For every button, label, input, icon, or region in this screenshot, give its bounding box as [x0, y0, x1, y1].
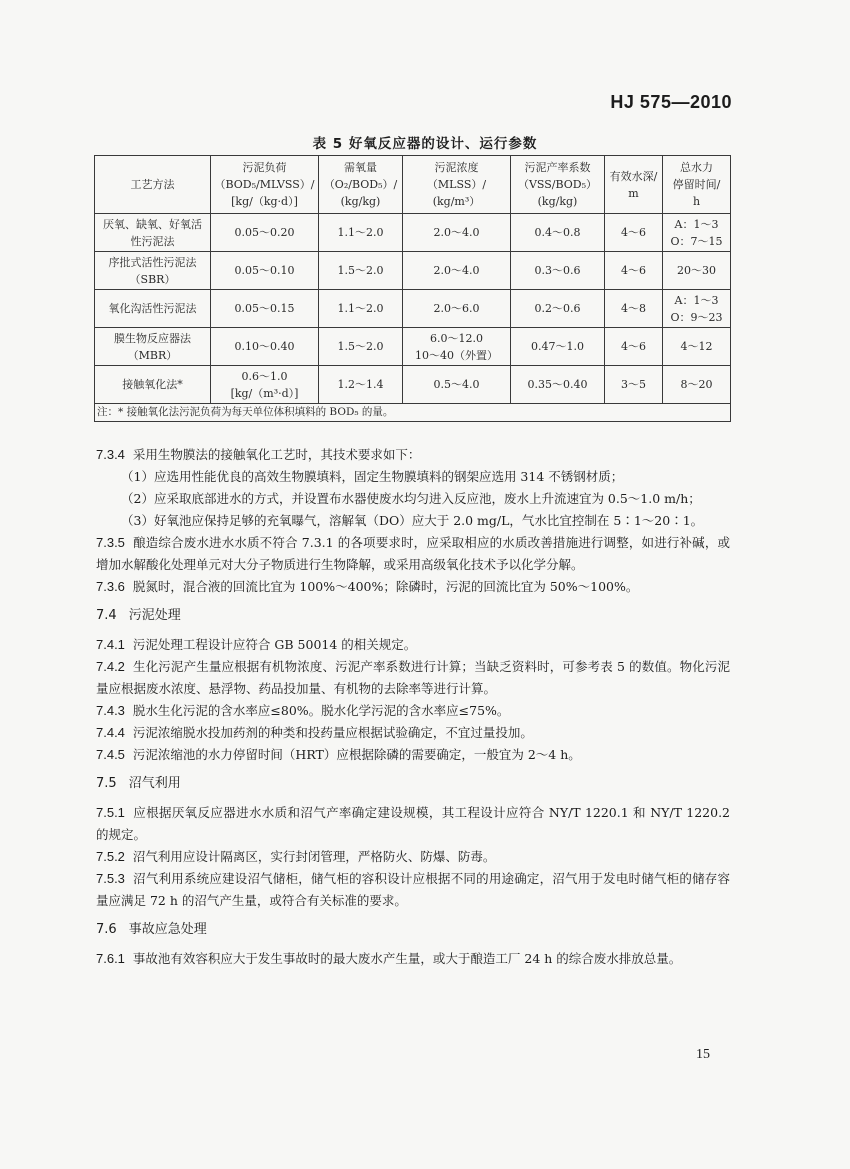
table-row	[95, 252, 731, 290]
table-cell: 0.47～1.0	[511, 328, 605, 366]
clause-number: 7.3.5	[96, 535, 125, 550]
table-cell: 膜生物反应器法 （MBR）	[95, 328, 211, 366]
clause-7-3-6	[96, 576, 730, 598]
clause-text: 污泥浓缩池的水力停留时间（HRT）应根据除磷的需要确定，一般宜为 2～4 h。	[132, 747, 581, 762]
table-caption: 表 5 好氧反应器的设计、运行参数	[312, 136, 538, 152]
table-cell: 20～30	[663, 252, 731, 290]
table-cell: 1.5～2.0	[319, 328, 403, 366]
clause-text: 生化污泥产生量应根据有机物浓度、污泥产率系数进行计算；当缺乏资料时，可参考表 5 的数值。物化污泥量应根据废水浓度、悬浮物、药品投加量、有机物的去除率等进行计算。	[96, 659, 730, 696]
clause-text: 沼气利用应设计隔离区，实行封闭管理，严格防火、防爆、防毒。	[132, 849, 496, 864]
section-number: 7.6	[96, 922, 117, 937]
standard-id-header: HJ 575—2010	[610, 92, 732, 112]
table-header-cell: 污泥负荷 （BOD₅/MLVSS）/ [kg/（kg·d）]	[211, 156, 319, 214]
clause-number: 7.4.2	[96, 659, 125, 674]
table-row	[95, 366, 731, 404]
section-heading-7-6	[96, 919, 730, 941]
table-cell: 0.05～0.15	[211, 290, 319, 328]
clause-number: 7.6.1	[96, 951, 125, 966]
table-cell: A：1～3 O：9～23	[663, 290, 731, 328]
section-heading-7-4	[96, 605, 730, 627]
table-header-cell: 污泥浓度 （MLSS）/ (kg/m³）	[403, 156, 511, 214]
table-cell: 0.4～0.8	[511, 214, 605, 252]
clause-text: 污泥浓缩脱水投加药剂的种类和投药量应根据试验确定，不宜过量投加。	[132, 725, 533, 740]
clause-number: 7.4.5	[96, 747, 125, 762]
clause-7-3-4-item-2: （2）应采取底部进水的方式，并设置布水器使废水均匀进入反应池，废水上升流速宜为 0.5～1.0 m/h；	[121, 491, 701, 506]
clause-number: 7.4.3	[96, 703, 125, 718]
clause-number: 7.5.1	[96, 805, 125, 820]
table-cell: 2.0～6.0	[403, 290, 511, 328]
clause-number: 7.4.4	[96, 725, 125, 740]
clause-7-3-4	[96, 444, 730, 466]
clause-7-4-4	[96, 722, 730, 744]
table-cell: 1.1～2.0	[319, 290, 403, 328]
table-note-row	[95, 404, 731, 422]
table-cell: 3～5	[605, 366, 663, 404]
table-cell: 0.05～0.10	[211, 252, 319, 290]
clause-7-4-5	[96, 744, 730, 766]
clause-7-4-2	[96, 656, 730, 700]
table-cell: 2.0～4.0	[403, 252, 511, 290]
table-cell: 接触氧化法*	[95, 366, 211, 404]
table-note: 注：* 接触氧化法污泥负荷为每天单位体积填料的 BOD₅ 的量。	[95, 404, 731, 422]
table-cell: A：1～3 O：7～15	[663, 214, 731, 252]
table-cell: 1.1～2.0	[319, 214, 403, 252]
clause-7-4-1	[96, 634, 730, 656]
table-header-cell: 污泥产率系数 （VSS/BOD₅） (kg/kg)	[511, 156, 605, 214]
table-row	[95, 290, 731, 328]
clause-7-6-1	[96, 948, 730, 970]
table-cell: 4～6	[605, 252, 663, 290]
table-cell: 6.0～12.0 10～40（外置）	[403, 328, 511, 366]
table-cell: 0.2～0.6	[511, 290, 605, 328]
table-row	[95, 214, 731, 252]
clause-7-3-5	[96, 532, 730, 576]
table-cell: 0.35～0.40	[511, 366, 605, 404]
table-cell: 序批式活性污泥法 （SBR）	[95, 252, 211, 290]
clause-text: 脱氮时，混合液的回流比宜为 100%～400%；除磷时，污泥的回流比宜为 50%～100%。	[132, 579, 639, 594]
document-body	[96, 444, 730, 970]
section-number: 7.4	[96, 608, 117, 623]
section-heading-7-5	[96, 773, 730, 795]
table-header-cell: 总水力 停留时间/ h	[663, 156, 731, 214]
clause-text: 事故池有效容积应大于发生事故时的最大废水产生量，或大于酿造工厂 24 h 的综合废水排放总量。	[132, 951, 682, 966]
table-cell: 8～20	[663, 366, 731, 404]
clause-number: 7.3.4	[96, 447, 125, 462]
table-cell: 1.5～2.0	[319, 252, 403, 290]
table-cell: 4～6	[605, 214, 663, 252]
table-cell: 0.10～0.40	[211, 328, 319, 366]
table-header-cell: 工艺方法	[95, 156, 211, 214]
table-cell: 2.0～4.0	[403, 214, 511, 252]
table-cell: 厌氧、缺氧、好氧活 性污泥法	[95, 214, 211, 252]
clause-text: 污泥处理工程设计应符合 GB 50014 的相关规定。	[132, 637, 417, 652]
table-header-cell: 需氧量 （O₂/BOD₅）/ (kg/kg)	[319, 156, 403, 214]
clause-text: 沼气利用系统应建设沼气储柜，储气柜的容积设计应根据不同的用途确定，沼气用于发电时储气柜的储存容量应满足 72 h 的沼气产生量，或符合有关标准的要求。	[96, 871, 730, 908]
table-cell: 1.2～1.4	[319, 366, 403, 404]
clause-text: 应根据厌氧反应器进水水质和沼气产率确定建设规模，其工程设计应符合 NY/T 1220.1 和 NY/T 1220.2 的规定。	[96, 805, 730, 842]
section-number: 7.5	[96, 776, 117, 791]
table-row	[95, 328, 731, 366]
section-title: 污泥处理	[128, 608, 181, 623]
table-cell: 0.05～0.20	[211, 214, 319, 252]
table-cell: 4～6	[605, 328, 663, 366]
table-cell: 0.3～0.6	[511, 252, 605, 290]
table-cell: 氧化沟活性污泥法	[95, 290, 211, 328]
clause-number: 7.3.6	[96, 579, 125, 594]
clause-7-3-4-item-3: （3）好氧池应保持足够的充氧曝气，溶解氧（DO）应大于 2.0 mg/L，气水比宜控制在 5∶1～20∶1。	[121, 513, 704, 528]
clause-number: 7.5.2	[96, 849, 125, 864]
section-title: 沼气利用	[128, 776, 181, 791]
table-cell: 4～12	[663, 328, 731, 366]
clause-7-5-1	[96, 802, 730, 846]
clause-7-5-2	[96, 846, 730, 868]
table-cell: 0.6～1.0 [kg/（m³·d）]	[211, 366, 319, 404]
clause-number: 7.5.3	[96, 871, 125, 886]
section-title: 事故应急处理	[128, 922, 207, 937]
page-number: 15	[696, 1047, 710, 1062]
table-cell: 4～8	[605, 290, 663, 328]
clause-text: 采用生物膜法的接触氧化工艺时，其技术要求如下：	[132, 447, 421, 462]
clause-number: 7.4.1	[96, 637, 125, 652]
clause-7-4-3	[96, 700, 730, 722]
table-header-row	[95, 156, 731, 214]
table-cell: 0.5～4.0	[403, 366, 511, 404]
parameter-table	[94, 155, 731, 422]
table-header-cell: 有效水深/ m	[605, 156, 663, 214]
clause-7-5-3	[96, 868, 730, 912]
clause-7-3-4-item-1: （1）应选用性能优良的高效生物膜填料，固定生物膜填料的钢架应选用 314 不锈钢材质；	[121, 469, 624, 484]
clause-text: 酿造综合废水进水水质不符合 7.3.1 的各项要求时，应采取相应的水质改善措施进行调整，如进行补碱，或增加水解酸化处理单元对大分子物质进行生物降解，或采用高级氧化技术予以化学分解。	[96, 535, 730, 572]
clause-text: 脱水生化污泥的含水率应≤80%。脱水化学污泥的含水率应≤75%。	[132, 703, 510, 718]
